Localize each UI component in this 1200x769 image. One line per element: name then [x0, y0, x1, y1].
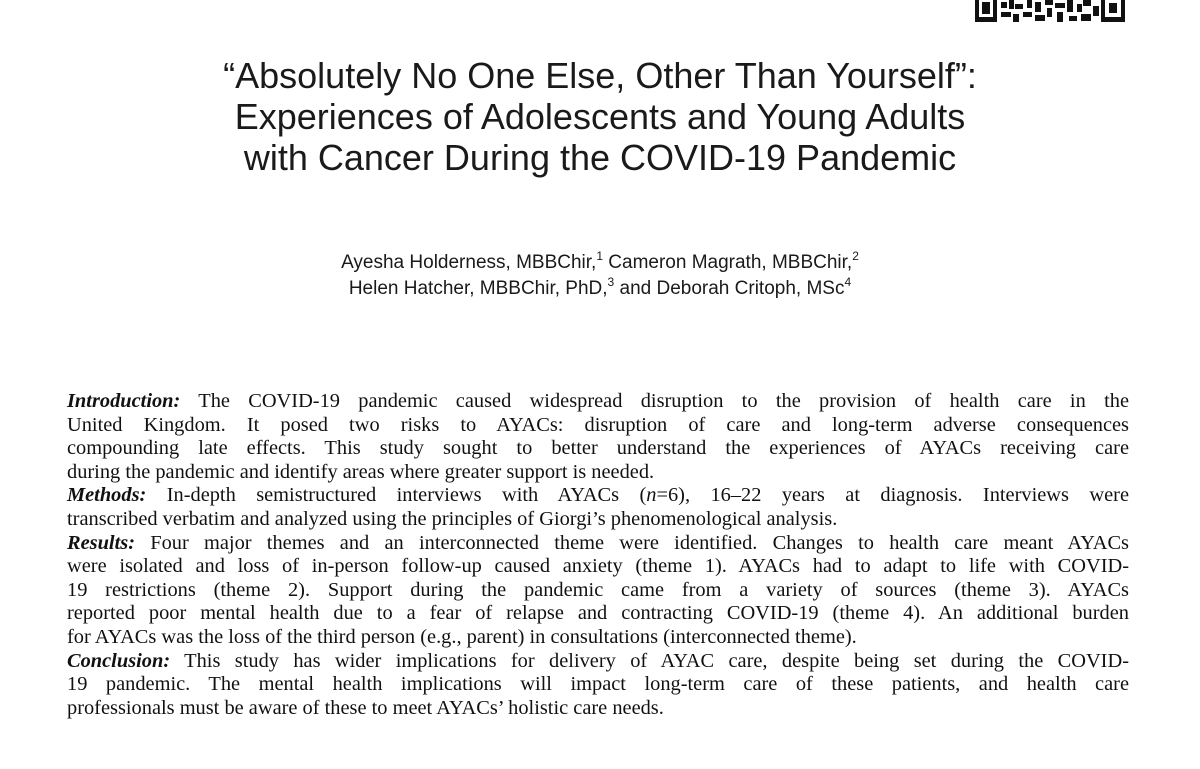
- sample-size-symbol: n: [646, 484, 657, 507]
- abstract-line: compounding late effects. This study sought to better understand the experiences of AYACs receiving care: [67, 437, 1129, 460]
- abstract-line: [67, 390, 1129, 414]
- abstract-line: during the pandemic and identify areas where greater support is needed.: [67, 460, 655, 483]
- conclusion-text: This study has wider implications for delivery of AYAC care, despite being set during the COVID-: [184, 649, 1129, 672]
- abstract-line: were isolated and loss of in-person follow-up caused anxiety (theme 1). AYACs had to adapt to life with COVID-: [67, 555, 1129, 578]
- introduction-label: Introduction:: [67, 390, 181, 412]
- title-line-2: Experiences of Adolescents and Young Adults: [234, 96, 966, 137]
- affiliation-marker: 4: [844, 275, 852, 289]
- abstract-line: [67, 532, 1129, 556]
- abstract-line: 19 pandemic. The mental health implications will impact long-term care of these patients, and health care: [67, 673, 1129, 696]
- author-line-2: [0, 276, 1200, 302]
- abstract-line: reported poor mental health due to a fear of relapse and contracting COVID-19 (theme 4). An additional burden: [67, 602, 1129, 625]
- abstract-line: transcribed verbatim and analyzed using the principles of Giorgi’s phenomenological analysis.: [67, 507, 838, 530]
- methods-text: =6), 16–22 years at diagnosis. Interviews were: [656, 484, 1129, 507]
- results-text: Four major themes and an interconnected theme were identified. Changes to health care meant AYACs: [150, 531, 1129, 554]
- abstract-line: [67, 650, 1129, 674]
- abstract-line: [67, 484, 1129, 508]
- introduction-text: The COVID-19 pandemic caused widespread disruption to the provision of health care in the: [198, 390, 1129, 412]
- abstract-line: professionals must be aware of these to meet AYACs’ holistic care needs.: [67, 696, 664, 719]
- paper-title: [0, 55, 1200, 178]
- methods-text: In-depth semistructured interviews with AYACs (: [166, 484, 647, 507]
- author-name: Helen Hatcher, MBBChir, PhD,: [348, 278, 608, 299]
- author-name: Cameron Magrath, MBBChir,: [608, 252, 853, 273]
- title-line-3: with Cancer During the COVID-19 Pandemic: [243, 137, 957, 178]
- affiliation-marker: 3: [607, 275, 615, 289]
- methods-label: Methods:: [67, 484, 147, 507]
- title-line-1: “Absolutely No One Else, Other Than Yourself”:: [223, 55, 977, 96]
- affiliation-marker: 2: [852, 249, 859, 263]
- qr-code-icon: [973, 0, 1129, 24]
- affiliation-marker: 1: [596, 249, 603, 263]
- abstract-line: 19 restrictions (theme 2). Support during the pandemic came from a variety of sources (theme 3). AYACs: [67, 578, 1129, 601]
- results-label: Results:: [67, 531, 135, 554]
- author-name: and Deborah Critoph, MSc: [619, 278, 845, 299]
- abstract-line: United Kingdom. It posed two risks to AYACs: disruption of care and long-term adverse consequences: [67, 413, 1129, 436]
- author-name: Ayesha Holderness, MBBChir,: [341, 252, 597, 273]
- abstract: [67, 390, 1129, 720]
- author-line-1: [0, 250, 1200, 276]
- author-list: [0, 250, 1200, 302]
- abstract-line: for AYACs was the loss of the third person (e.g., parent) in consultations (interconnected theme).: [67, 625, 857, 648]
- conclusion-label: Conclusion:: [67, 649, 171, 672]
